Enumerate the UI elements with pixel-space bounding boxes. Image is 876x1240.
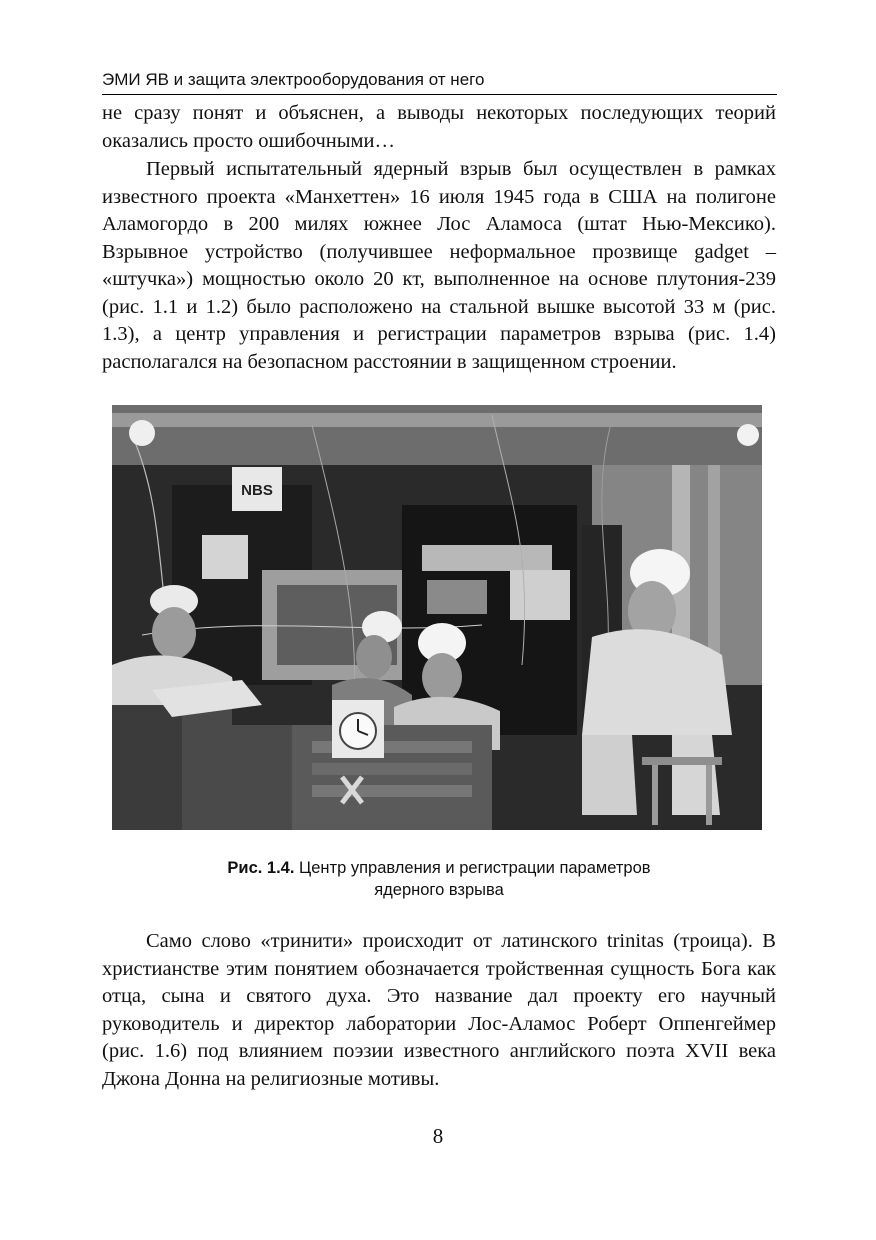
nbs-sign-text: NBS xyxy=(241,482,273,499)
paragraph-continuation: не сразу понят и объяснен, а выводы некоторых последующих теорий оказались просто ошибочными… xyxy=(102,102,776,152)
figure-caption xyxy=(102,857,776,901)
caption-line-2: ядерного взрыва xyxy=(374,881,504,899)
running-header: ЭМИ ЯВ и защита электрооборудования от него xyxy=(102,70,777,95)
caption-line-1 xyxy=(102,857,776,879)
caption-label: Рис. 1.4. xyxy=(227,859,295,877)
page-number: 8 xyxy=(432,1124,444,1148)
photo-illustration xyxy=(112,405,762,830)
paragraph-trinity: Само слово «тринити» происходит от латинского trinitas (троица). В христианстве этим понятием обозначается тройственная сущность Бога как отца, сына и святого духа. Это название дал проекту его научный руководитель и директор лаборатории Лос-Аламос Роберт Оппенгеймер (рис. 1.6) под влиянием поэзии известного английского поэта XVII века Джона Донна на религиозные мотивы. xyxy=(102,930,776,1090)
paragraph-first-explosion: Первый испытательный ядерный взрыв был осуществлен в рамках известного проекта «Манхеттен» 16 июля 1945 года в США на полигоне Аламогордо в 200 милях южнее Лос Аламоса (штат Нью-Мексико). Взрывное устройство (получившее неформальное прозвище gadget – «штучка») мощностью около 20 кт, выполненное на основе плутония-239 (рис. 1.1 и 1.2) было расположено на стальной вышке высотой 33 м (рис. 1.3), а центр управления и регистрации параметров взрыва (рис. 1.4) располагался на безопасном расстоянии в защищенном строении. xyxy=(102,158,776,373)
figure-photo-control-center xyxy=(112,405,762,830)
caption-text-1: Центр управления и регистрации параметров xyxy=(299,859,651,877)
